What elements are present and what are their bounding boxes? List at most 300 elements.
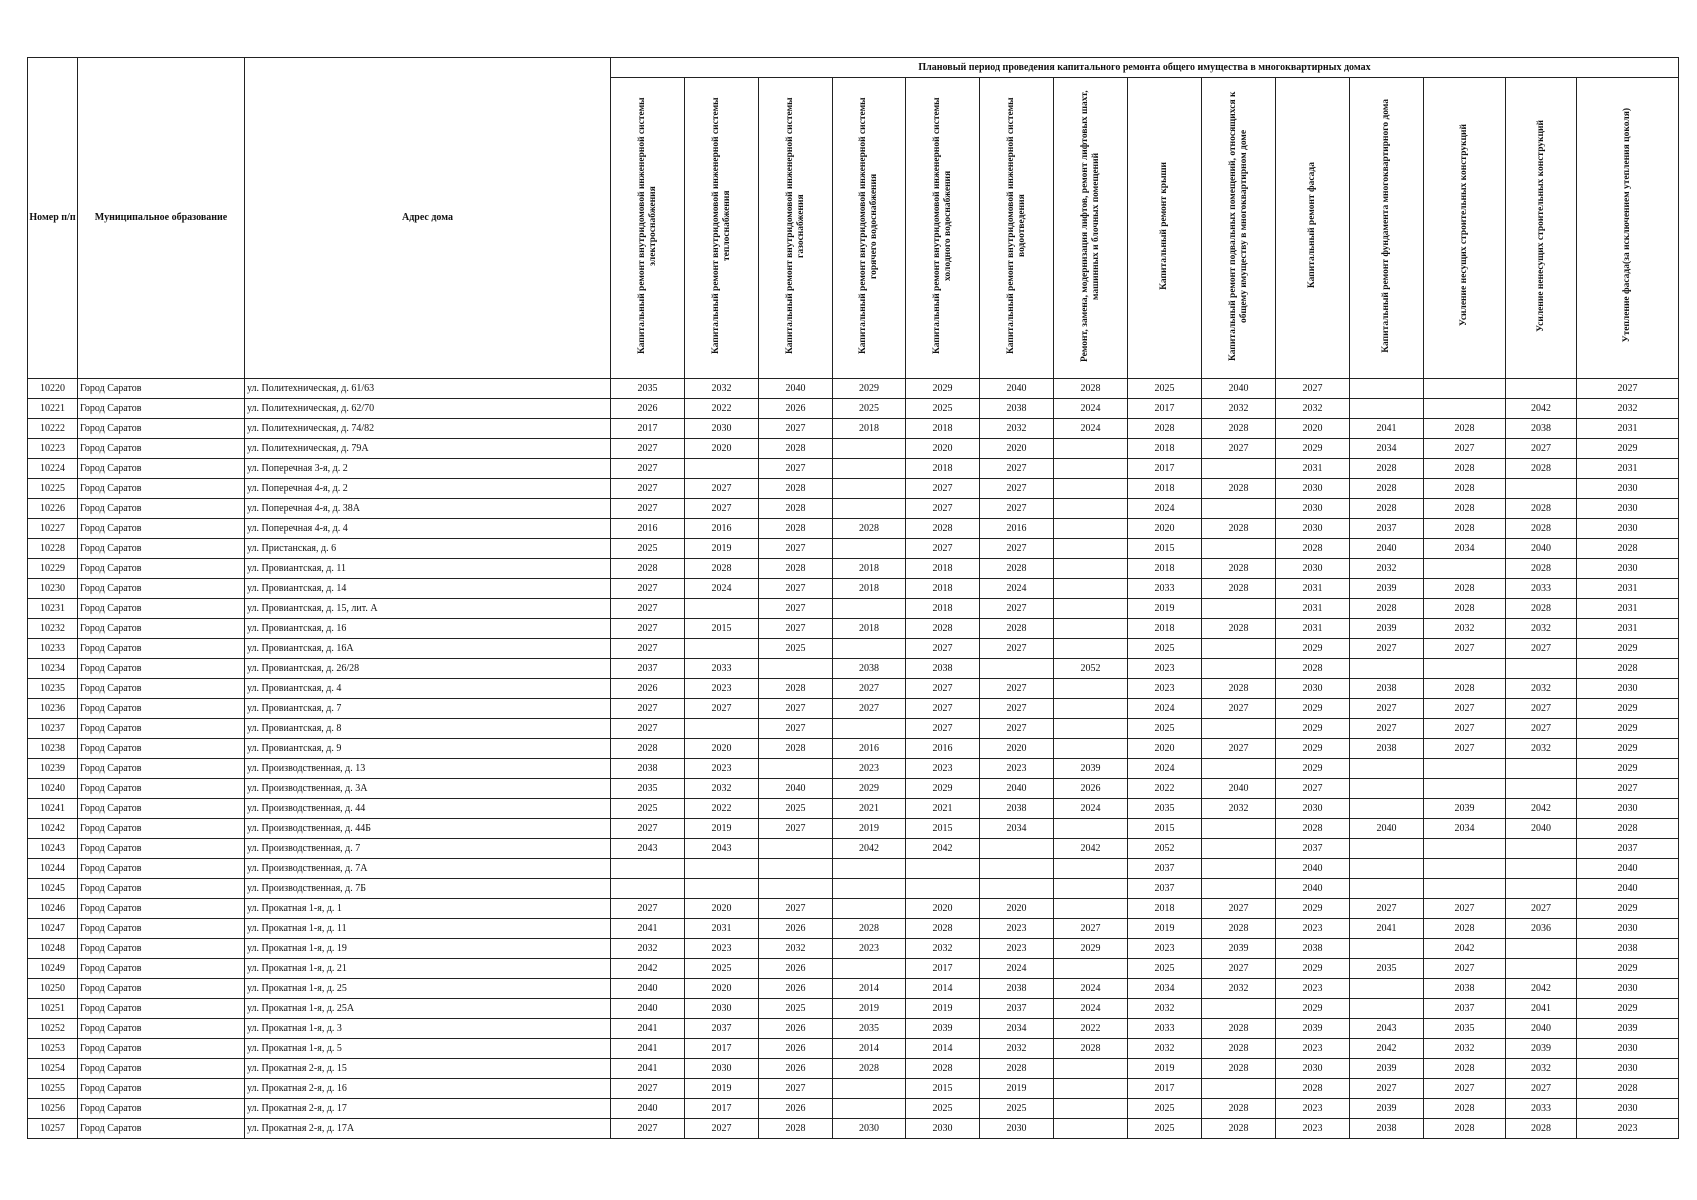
row-address: ул. Прокатная 1-я, д. 3 [245, 1019, 611, 1039]
year-cell: 2025 [759, 639, 833, 659]
year-cell: 2040 [611, 1099, 685, 1119]
year-cell: 2015 [906, 819, 980, 839]
year-cell: 2027 [1424, 719, 1506, 739]
row-address: ул. Производственная, д. 3А [245, 779, 611, 799]
year-cell [1054, 699, 1128, 719]
year-cell: 2027 [1424, 739, 1506, 759]
year-cell: 2024 [980, 579, 1054, 599]
year-cell: 2018 [833, 419, 906, 439]
work-type-label: Ремонт, замена, модернизация лифтов, ремонт лифтовых шахт, машинных и блочных помещений [1079, 89, 1101, 362]
year-cell: 2026 [759, 399, 833, 419]
year-cell: 2023 [1276, 979, 1350, 999]
row-address: ул. Провиантская, д. 15, лит. А [245, 599, 611, 619]
year-cell: 2026 [759, 1059, 833, 1079]
year-cell: 2027 [980, 719, 1054, 739]
year-cell: 2027 [833, 679, 906, 699]
year-cell: 2027 [611, 819, 685, 839]
year-cell: 2030 [1577, 919, 1679, 939]
row-number: 10248 [28, 939, 78, 959]
work-type-label: Капитальный ремонт внутридомовой инженерной системы водоотведения [1005, 97, 1027, 354]
year-cell: 2028 [980, 559, 1054, 579]
year-cell: 2042 [1506, 799, 1577, 819]
year-cell: 2018 [833, 559, 906, 579]
row-number: 10227 [28, 519, 78, 539]
table-row [28, 439, 1679, 459]
table-row [28, 459, 1679, 479]
year-cell: 2031 [1276, 459, 1350, 479]
row-address: ул. Провиантская, д. 16А [245, 639, 611, 659]
year-cell: 2018 [906, 559, 980, 579]
row-address: ул. Прокатная 2-я, д. 17 [245, 1099, 611, 1119]
header-number: Номер п/п [28, 58, 78, 379]
year-cell: 2040 [1202, 779, 1276, 799]
year-cell: 2025 [980, 1099, 1054, 1119]
row-number: 10256 [28, 1099, 78, 1119]
year-cell: 2027 [1424, 439, 1506, 459]
year-cell: 2039 [1054, 759, 1128, 779]
year-cell: 2032 [685, 379, 759, 399]
year-cell: 2026 [1054, 779, 1128, 799]
row-municipality: Город Саратов [78, 1099, 245, 1119]
row-address: ул. Провиантская, д. 14 [245, 579, 611, 599]
row-municipality: Город Саратов [78, 1059, 245, 1079]
year-cell: 2042 [1350, 1039, 1424, 1059]
year-cell: 2035 [1424, 1019, 1506, 1039]
year-cell: 2027 [1506, 899, 1577, 919]
year-cell: 2028 [1128, 419, 1202, 439]
year-cell: 2018 [906, 599, 980, 619]
year-cell: 2040 [980, 379, 1054, 399]
row-municipality: Город Саратов [78, 739, 245, 759]
year-cell: 2027 [759, 539, 833, 559]
year-cell: 2031 [1577, 419, 1679, 439]
year-cell: 2038 [1276, 939, 1350, 959]
year-cell: 2030 [1276, 559, 1350, 579]
year-cell: 2042 [1054, 839, 1128, 859]
row-number: 10233 [28, 639, 78, 659]
year-cell [1424, 879, 1506, 899]
year-cell: 2037 [1128, 879, 1202, 899]
year-cell [833, 879, 906, 899]
row-address: ул. Производственная, д. 44 [245, 799, 611, 819]
year-cell: 2020 [980, 439, 1054, 459]
work-type-label: Капитальный ремонт внутридомовой инженерной системы теплоснабжения [710, 97, 732, 354]
year-cell: 2028 [1577, 819, 1679, 839]
row-number: 10249 [28, 959, 78, 979]
year-cell: 2028 [759, 439, 833, 459]
year-cell: 2029 [1276, 639, 1350, 659]
work-type-label: Капитальный ремонт фасада [1307, 162, 1317, 289]
row-address: ул. Производственная, д. 13 [245, 759, 611, 779]
year-cell [1350, 879, 1424, 899]
year-cell: 2030 [1276, 479, 1350, 499]
year-cell: 2024 [1054, 999, 1128, 1019]
year-cell: 2018 [1128, 479, 1202, 499]
year-cell: 2023 [1276, 1099, 1350, 1119]
year-cell: 2028 [1202, 679, 1276, 699]
year-cell: 2018 [833, 619, 906, 639]
work-type-label: Капитальный ремонт подвальных помещений, относящихся к общему имуществу в многоквартирном доме [1227, 90, 1249, 361]
row-municipality: Город Саратов [78, 659, 245, 679]
table-row [28, 519, 1679, 539]
row-number: 10222 [28, 419, 78, 439]
year-cell: 2019 [833, 819, 906, 839]
year-cell [1506, 479, 1577, 499]
year-cell: 2043 [1350, 1019, 1424, 1039]
year-cell: 2028 [1202, 1059, 1276, 1079]
year-cell: 2027 [611, 579, 685, 599]
row-address: ул. Прокатная 1-я, д. 11 [245, 919, 611, 939]
year-cell: 2029 [1054, 939, 1128, 959]
year-cell: 2028 [906, 519, 980, 539]
year-cell: 2027 [906, 719, 980, 739]
year-cell: 2033 [685, 659, 759, 679]
row-number: 10232 [28, 619, 78, 639]
year-cell: 2032 [1506, 619, 1577, 639]
year-cell [1054, 679, 1128, 699]
year-cell [1054, 899, 1128, 919]
year-cell: 2027 [1276, 379, 1350, 399]
year-cell: 2021 [833, 799, 906, 819]
year-cell [759, 759, 833, 779]
year-cell: 2031 [1276, 619, 1350, 639]
year-cell: 2027 [980, 459, 1054, 479]
year-cell: 2027 [685, 499, 759, 519]
year-cell: 2040 [1506, 819, 1577, 839]
year-cell: 2020 [906, 439, 980, 459]
year-cell: 2019 [1128, 919, 1202, 939]
year-cell: 2019 [685, 1079, 759, 1099]
year-cell: 2027 [759, 1079, 833, 1099]
header-work-type [611, 78, 685, 379]
year-cell: 2037 [685, 1019, 759, 1039]
row-municipality: Город Саратов [78, 639, 245, 659]
year-cell: 2028 [1276, 539, 1350, 559]
year-cell: 2032 [1128, 1039, 1202, 1059]
year-cell: 2042 [833, 839, 906, 859]
year-cell [1350, 759, 1424, 779]
year-cell: 2028 [1276, 659, 1350, 679]
row-number: 10252 [28, 1019, 78, 1039]
year-cell [1202, 759, 1276, 779]
year-cell [1350, 839, 1424, 859]
year-cell: 2025 [1128, 1099, 1202, 1119]
year-cell: 2028 [759, 499, 833, 519]
year-cell: 2029 [1577, 739, 1679, 759]
year-cell [1202, 459, 1276, 479]
year-cell [980, 879, 1054, 899]
row-municipality: Город Саратов [78, 899, 245, 919]
year-cell: 2029 [1577, 719, 1679, 739]
year-cell [1424, 399, 1506, 419]
table-row [28, 1119, 1679, 1139]
row-number: 10230 [28, 579, 78, 599]
header-work-type [833, 78, 906, 379]
table-row [28, 479, 1679, 499]
year-cell [980, 859, 1054, 879]
row-municipality: Город Саратов [78, 459, 245, 479]
year-cell: 2040 [611, 999, 685, 1019]
year-cell: 2027 [1506, 719, 1577, 739]
year-cell [1350, 799, 1424, 819]
year-cell: 2029 [1276, 739, 1350, 759]
year-cell [1202, 1079, 1276, 1099]
year-cell: 2025 [1128, 719, 1202, 739]
year-cell: 2033 [1128, 1019, 1202, 1039]
table-row [28, 639, 1679, 659]
year-cell: 2034 [980, 1019, 1054, 1039]
row-municipality: Город Саратов [78, 579, 245, 599]
row-number: 10247 [28, 919, 78, 939]
year-cell [1202, 819, 1276, 839]
row-municipality: Город Саратов [78, 679, 245, 699]
year-cell [1202, 639, 1276, 659]
year-cell [1054, 639, 1128, 659]
year-cell: 2027 [611, 439, 685, 459]
year-cell: 2027 [980, 539, 1054, 559]
header-work-type [906, 78, 980, 379]
work-type-label: Капитальный ремонт внутридомовой инженерной системы холодного водоснабжения [931, 97, 953, 354]
year-cell: 2032 [1276, 399, 1350, 419]
work-type-label: Утепление фасада(за исключением утепления цоколя) [1622, 108, 1632, 343]
row-municipality: Город Саратов [78, 379, 245, 399]
header-work-type [759, 78, 833, 379]
year-cell: 2028 [1202, 619, 1276, 639]
year-cell: 2028 [1577, 539, 1679, 559]
year-cell: 2024 [685, 579, 759, 599]
year-cell [833, 1079, 906, 1099]
year-cell [1202, 839, 1276, 859]
year-cell: 2022 [685, 799, 759, 819]
year-cell: 2015 [906, 1079, 980, 1099]
year-cell: 2025 [906, 1099, 980, 1119]
year-cell: 2025 [1128, 379, 1202, 399]
year-cell: 2039 [1424, 799, 1506, 819]
row-number: 10255 [28, 1079, 78, 1099]
row-municipality: Город Саратов [78, 879, 245, 899]
year-cell: 2022 [1054, 1019, 1128, 1039]
row-number: 10239 [28, 759, 78, 779]
year-cell: 2017 [1128, 1079, 1202, 1099]
year-cell: 2024 [1054, 979, 1128, 999]
year-cell: 2019 [1128, 599, 1202, 619]
row-number: 10242 [28, 819, 78, 839]
year-cell: 2027 [759, 579, 833, 599]
year-cell: 2038 [833, 659, 906, 679]
row-municipality: Город Саратов [78, 819, 245, 839]
row-municipality: Город Саратов [78, 699, 245, 719]
year-cell: 2023 [906, 759, 980, 779]
year-cell: 2028 [1506, 499, 1577, 519]
year-cell [1054, 1059, 1128, 1079]
year-cell: 2028 [1424, 499, 1506, 519]
year-cell [685, 859, 759, 879]
row-address: ул. Поперечная 4-я, д. 38А [245, 499, 611, 519]
row-address: ул. Прокатная 2-я, д. 16 [245, 1079, 611, 1099]
year-cell [1350, 979, 1424, 999]
row-number: 10234 [28, 659, 78, 679]
year-cell [1054, 959, 1128, 979]
year-cell [1424, 859, 1506, 879]
year-cell: 2041 [1350, 919, 1424, 939]
year-cell: 2014 [833, 979, 906, 999]
row-municipality: Город Саратов [78, 1039, 245, 1059]
year-cell: 2030 [1577, 679, 1679, 699]
year-cell: 2040 [1276, 879, 1350, 899]
row-address: ул. Производственная, д. 44Б [245, 819, 611, 839]
year-cell: 2020 [685, 979, 759, 999]
year-cell: 2028 [1424, 579, 1506, 599]
year-cell: 2036 [1506, 919, 1577, 939]
year-cell [1350, 399, 1424, 419]
year-cell: 2016 [611, 519, 685, 539]
year-cell: 2038 [906, 659, 980, 679]
row-number: 10250 [28, 979, 78, 999]
year-cell: 2029 [906, 379, 980, 399]
year-cell [1506, 859, 1577, 879]
year-cell: 2019 [685, 819, 759, 839]
year-cell: 2029 [1577, 699, 1679, 719]
row-municipality: Город Саратов [78, 919, 245, 939]
year-cell: 2016 [833, 739, 906, 759]
year-cell: 2041 [611, 1019, 685, 1039]
year-cell: 2023 [1128, 939, 1202, 959]
year-cell [1054, 739, 1128, 759]
year-cell: 2031 [1577, 599, 1679, 619]
row-municipality: Город Саратов [78, 759, 245, 779]
year-cell: 2028 [611, 559, 685, 579]
year-cell: 2030 [685, 1059, 759, 1079]
year-cell: 2039 [1350, 619, 1424, 639]
header-work-type [1577, 78, 1679, 379]
year-cell: 2029 [1577, 999, 1679, 1019]
year-cell: 2030 [1577, 519, 1679, 539]
row-municipality: Город Саратов [78, 479, 245, 499]
year-cell: 2040 [1577, 879, 1679, 899]
year-cell: 2025 [611, 799, 685, 819]
table-row [28, 1059, 1679, 1079]
year-cell: 2034 [1424, 539, 1506, 559]
year-cell: 2027 [1202, 439, 1276, 459]
year-cell: 2018 [906, 459, 980, 479]
row-municipality: Город Саратов [78, 959, 245, 979]
year-cell [1054, 499, 1128, 519]
year-cell: 2028 [906, 1059, 980, 1079]
year-cell: 2029 [1276, 899, 1350, 919]
year-cell: 2037 [1577, 839, 1679, 859]
year-cell: 2040 [980, 779, 1054, 799]
year-cell: 2027 [611, 499, 685, 519]
row-address: ул. Прокатная 1-я, д. 19 [245, 939, 611, 959]
year-cell: 2018 [906, 419, 980, 439]
year-cell: 2029 [1577, 639, 1679, 659]
year-cell: 2027 [611, 719, 685, 739]
year-cell: 2032 [1202, 399, 1276, 419]
year-cell: 2029 [1276, 759, 1350, 779]
year-cell: 2027 [1577, 779, 1679, 799]
table-row [28, 939, 1679, 959]
table-row [28, 679, 1679, 699]
year-cell: 2035 [611, 379, 685, 399]
row-municipality: Город Саратов [78, 519, 245, 539]
row-address: ул. Прокатная 2-я, д. 15 [245, 1059, 611, 1079]
year-cell: 2017 [611, 419, 685, 439]
year-cell: 2020 [685, 439, 759, 459]
header-address: Адрес дома [245, 58, 611, 379]
year-cell: 2023 [980, 919, 1054, 939]
row-address: ул. Поперечная 3-я, д. 2 [245, 459, 611, 479]
year-cell: 2026 [759, 1019, 833, 1039]
year-cell: 2030 [1577, 979, 1679, 999]
year-cell: 2020 [1128, 739, 1202, 759]
year-cell: 2032 [980, 419, 1054, 439]
year-cell [1424, 659, 1506, 679]
table-row [28, 979, 1679, 999]
year-cell: 2027 [759, 459, 833, 479]
year-cell: 2038 [611, 759, 685, 779]
year-cell: 2030 [1577, 799, 1679, 819]
row-address: ул. Поперечная 4-я, д. 2 [245, 479, 611, 499]
table-row [28, 699, 1679, 719]
year-cell: 2028 [1202, 479, 1276, 499]
capital-repair-schedule [27, 57, 1679, 1139]
year-cell: 2020 [980, 899, 1054, 919]
work-type-label: Капитальный ремонт крыши [1159, 161, 1169, 290]
row-address: ул. Производственная, д. 7Б [245, 879, 611, 899]
year-cell [1350, 779, 1424, 799]
row-municipality: Город Саратов [78, 419, 245, 439]
year-cell: 2023 [1276, 919, 1350, 939]
year-cell: 2028 [1424, 1119, 1506, 1139]
table-row [28, 959, 1679, 979]
year-cell: 2032 [1128, 999, 1202, 1019]
table-row [28, 1039, 1679, 1059]
year-cell: 2040 [611, 979, 685, 999]
year-cell: 2028 [759, 679, 833, 699]
year-cell: 2034 [1424, 819, 1506, 839]
year-cell: 2023 [685, 939, 759, 959]
year-cell: 2027 [1424, 639, 1506, 659]
year-cell: 2038 [1350, 679, 1424, 699]
year-cell [1202, 659, 1276, 679]
row-municipality: Город Саратов [78, 599, 245, 619]
header-planned-period: Плановый период проведения капитального ремонта общего имущества в многоквартирных домах [611, 58, 1679, 78]
year-cell: 2038 [980, 799, 1054, 819]
year-cell: 2031 [1276, 599, 1350, 619]
year-cell [685, 719, 759, 739]
year-cell [1506, 379, 1577, 399]
year-cell [611, 879, 685, 899]
year-cell: 2027 [759, 619, 833, 639]
year-cell: 2015 [1128, 819, 1202, 839]
row-address: ул. Производственная, д. 7А [245, 859, 611, 879]
year-cell: 2030 [1276, 519, 1350, 539]
year-cell: 2023 [980, 939, 1054, 959]
year-cell: 2025 [1128, 959, 1202, 979]
table-row [28, 999, 1679, 1019]
year-cell: 2027 [1202, 899, 1276, 919]
year-cell: 2030 [1577, 1039, 1679, 1059]
year-cell [833, 959, 906, 979]
year-cell: 2027 [833, 699, 906, 719]
row-address: ул. Провиантская, д. 26/28 [245, 659, 611, 679]
year-cell [1202, 999, 1276, 1019]
year-cell: 2016 [906, 739, 980, 759]
year-cell: 2024 [1054, 399, 1128, 419]
year-cell: 2027 [1424, 899, 1506, 919]
year-cell [1424, 839, 1506, 859]
row-municipality: Город Саратов [78, 799, 245, 819]
